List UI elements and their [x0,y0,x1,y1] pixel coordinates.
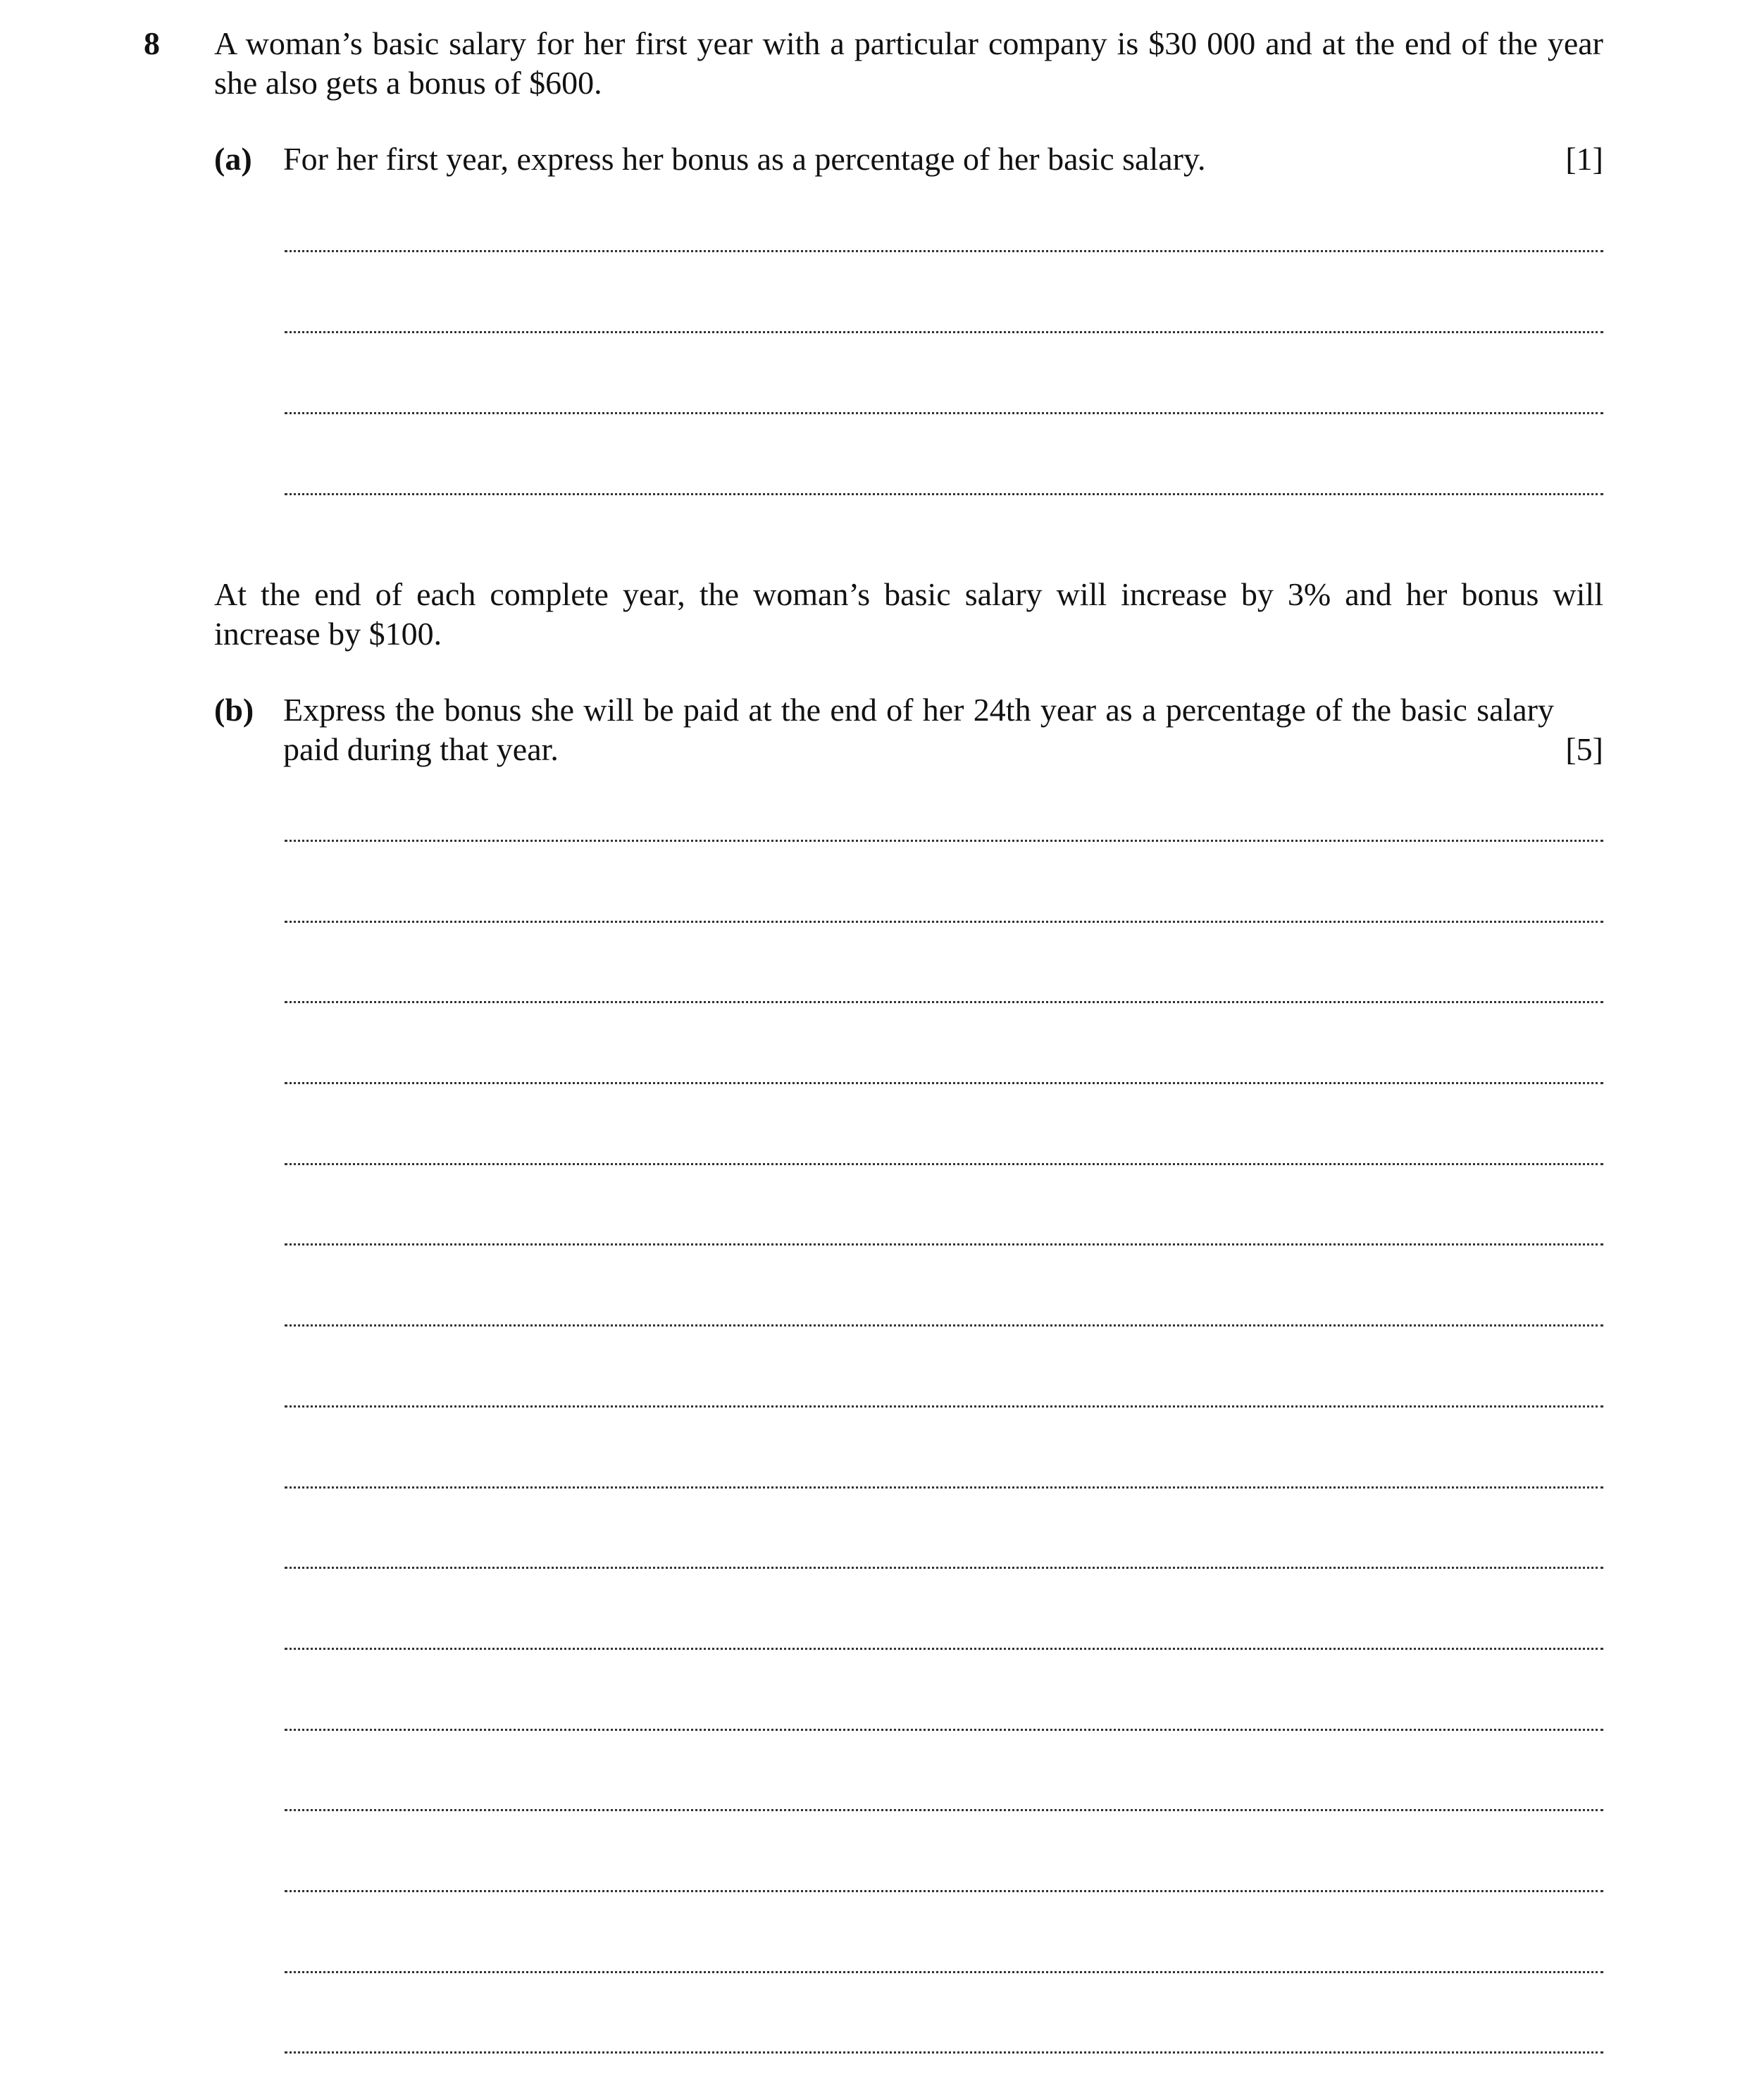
answer-line-b-6[interactable] [285,1243,1603,1245]
answer-line-b-8[interactable] [285,1405,1603,1408]
part-a [214,139,1603,179]
question-middle-text: At the end of each complete year, the woman’s basic salary will increase by 3% and her bonus will increase by $100. [214,576,1603,652]
answer-line-a-1[interactable] [285,250,1603,252]
answer-line-a-2[interactable] [285,331,1603,333]
answer-line-b-12[interactable] [285,1729,1603,1731]
answer-line-b-3[interactable] [285,1001,1603,1003]
part-b [214,690,1603,769]
question-intro: A woman’s basic salary for her first year with a particular company is $30 000 and at the end of the year she also gets a bonus of $600. [214,25,1603,101]
part-a-marks: [1] [1565,141,1603,177]
answer-line-a-4[interactable] [285,493,1603,495]
answer-line-b-15[interactable] [285,1971,1603,1973]
answer-line-b-16[interactable] [285,2051,1603,2054]
part-b-marks: [5] [1565,731,1603,767]
answer-line-b-1[interactable] [285,840,1603,842]
answer-line-b-10[interactable] [285,1567,1603,1569]
part-b-label: (b) [214,692,254,728]
part-a-label: (a) [214,141,252,177]
answer-line-b-13[interactable] [285,1809,1603,1811]
part-a-question [283,139,1603,179]
answer-line-b-14[interactable] [285,1890,1603,1892]
answer-line-a-3[interactable] [285,412,1603,414]
question-number: 8 [144,25,160,61]
answer-line-b-2[interactable] [285,921,1603,923]
answer-line-b-11[interactable] [285,1648,1603,1650]
part-b-text: Express the bonus she will be paid at the end of her 24th year as a percentage of the basic salary paid during that year. [283,692,1554,767]
part-a-text: For her first year, express her bonus as a percentage of her basic salary. [283,141,1206,177]
answer-line-b-5[interactable] [285,1163,1603,1165]
answer-line-b-4[interactable] [285,1082,1603,1084]
answer-line-b-7[interactable] [285,1324,1603,1327]
answer-line-b-9[interactable] [285,1486,1603,1489]
